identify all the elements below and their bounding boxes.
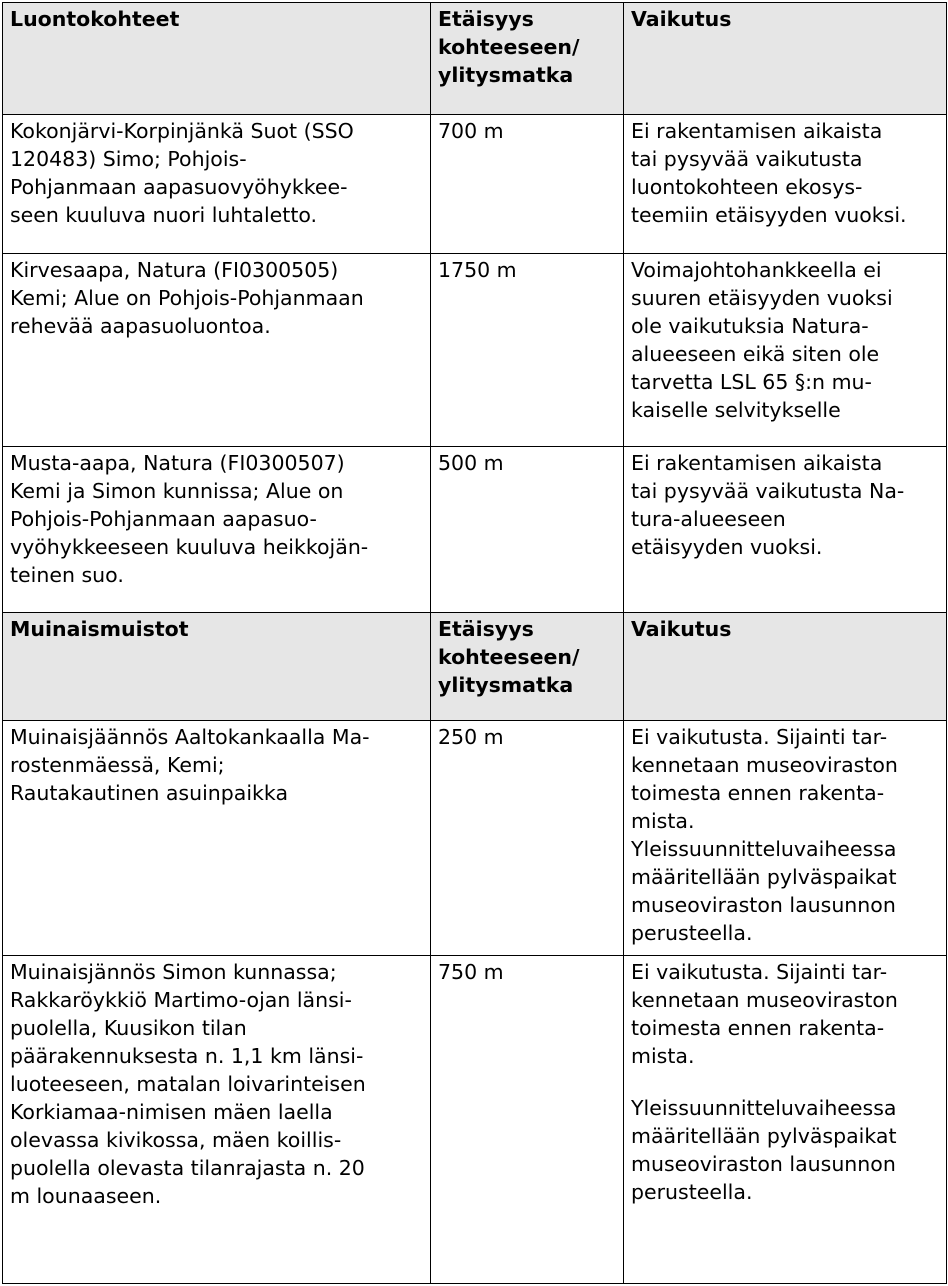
distance-text: 750 m — [438, 960, 504, 984]
distance-text: 250 m — [438, 725, 504, 749]
table-row — [3, 956, 947, 1284]
paragraph-gap — [631, 1070, 940, 1094]
distance-text: 500 m — [438, 451, 504, 475]
site-cell — [3, 721, 431, 956]
header-cell-sites — [3, 3, 431, 115]
distance-cell — [431, 956, 624, 1284]
effect-cell — [624, 721, 947, 956]
header-label-effect: Vaikutus — [631, 7, 732, 31]
section-header-antiquities — [3, 613, 947, 721]
site-cell — [3, 956, 431, 1284]
header-cell-distance — [431, 613, 624, 721]
distance-cell — [431, 115, 624, 254]
distance-text: 700 m — [438, 119, 504, 143]
table-row — [3, 721, 947, 956]
effect-text: Voimajohtohankkeella ei suuren etäisyyden vuoksi ole vaikutuksia Natura- alueeseen eikä siten ole tarvetta LSL 65 §:n mu- kaiselle selvitykselle — [631, 258, 893, 422]
site-text: Kokonjärvi-Korpinjänkä Suot (SSO 120483) Simo; Pohjois- Pohjanmaan aapasuovyöhykkee- seen kuuluva nuori luhtaletto. — [10, 119, 354, 227]
distance-text: 1750 m — [438, 258, 517, 282]
header-label-sites: Muinaismuistot — [10, 617, 189, 641]
section-header-nature — [3, 3, 947, 115]
effect-cell — [624, 956, 947, 1284]
distance-cell — [431, 447, 624, 613]
effect-text-extra: Yleissuunnitteluvaiheessa määritellään pylväspaikat museoviraston lausunnon perusteella. — [631, 1096, 897, 1204]
header-cell-effect — [624, 613, 947, 721]
site-text: Musta-aapa, Natura (FI0300507) Kemi ja Simon kunnissa; Alue on Pohjois-Pohjanmaan aapasuo- vyöhykkeeseen kuuluva heikkojän- teinen suo. — [10, 451, 369, 587]
effect-cell — [624, 447, 947, 613]
distance-cell — [431, 721, 624, 956]
impact-table — [2, 2, 947, 1284]
effect-cell — [624, 254, 947, 447]
header-cell-distance — [431, 3, 624, 115]
site-cell — [3, 254, 431, 447]
header-label-sites: Luontokohteet — [10, 7, 180, 31]
effect-cell — [624, 115, 947, 254]
header-cell-effect — [624, 3, 947, 115]
site-text: Muinaisjännös Simon kunnassa; Rakkaröykkiö Martimo-ojan länsi- puolella, Kuusikon tilan päärakennuksesta n. 1,1 km länsi- luoteeseen, matalan loivarinteisen Korkiamaa-nimisen mäen laella olevassa kivikossa, mäen koillis- puolella olevasta tilanrajasta n. 20 m lounaaseen. — [10, 960, 366, 1208]
table-row — [3, 447, 947, 613]
site-cell — [3, 447, 431, 613]
table-row — [3, 115, 947, 254]
site-text: Muinaisjäännös Aaltokankaalla Ma- rostenmäessä, Kemi; Rautakautinen asuinpaikka — [10, 725, 370, 805]
table-row — [3, 254, 947, 447]
site-text: Kirvesaapa, Natura (FI0300505) Kemi; Alue on Pohjois-Pohjanmaan rehevää aapasuoluontoa. — [10, 258, 364, 338]
header-cell-sites — [3, 613, 431, 721]
effect-text: Ei rakentamisen aikaista tai pysyvää vaikutusta luontokohteen ekosys- teemiin etäisyyden vuoksi. — [631, 119, 907, 227]
effect-text: Ei vaikutusta. Sijainti tar- kennetaan museoviraston toimesta ennen rakenta- mista. Yleissuunnitteluvaiheessa määritellään pylväspaikat museoviraston lausunnon perusteella. — [631, 725, 898, 945]
site-cell — [3, 115, 431, 254]
effect-text: Ei vaikutusta. Sijainti tar- kennetaan museoviraston toimesta ennen rakenta- mista. — [631, 960, 898, 1068]
effect-text: Ei rakentamisen aikaista tai pysyvää vaikutusta Na- tura-alueeseen etäisyyden vuoksi. — [631, 451, 905, 559]
header-label-effect: Vaikutus — [631, 617, 732, 641]
header-label-distance: Etäisyys kohteeseen/ ylitysmatka — [438, 617, 580, 697]
distance-cell — [431, 254, 624, 447]
header-label-distance: Etäisyys kohteeseen/ ylitysmatka — [438, 7, 580, 87]
